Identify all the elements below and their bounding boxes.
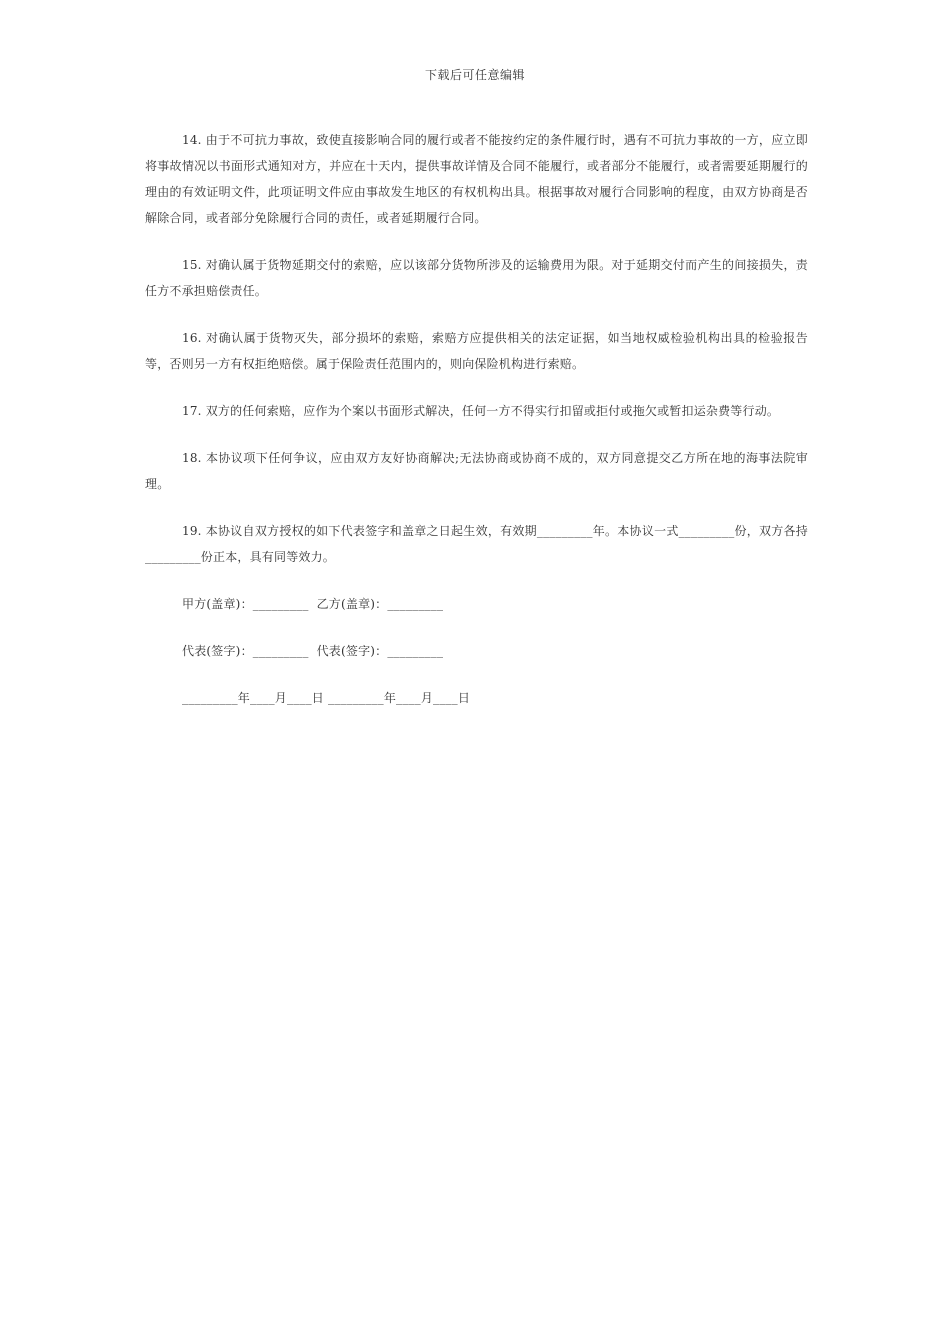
clause-14: 14. 由于不可抗力事故，致使直接影响合同的履行或者不能按约定的条件履行时，遇有不可抗力事故的一方，应立即将事故情况以书面形式通知对方，并应在十天内，提供事故详情及合同不能履行，或者部分不能履行，或者需要延期履行的理由的有效证明文件，此项证明文件应由事故发生地区的有权机构出具。根据事故对履行合同影响的程度，由双方协商是否解除合同，或者部分免除履行合同的责任，或者延期履行合同。	[145, 133, 808, 225]
seal-line: 甲方(盖章)：_________ 乙方(盖章)：_________	[182, 597, 444, 611]
clause-19: 19. 本协议自双方授权的如下代表签字和盖章之日起生效，有效期_________年。本协议一式_________份，双方各持_________份正本，具有同等效力。	[145, 524, 808, 564]
clause-17: 17. 双方的任何索赔，应作为个案以书面形式解决，任何一方不得实行扣留或拒付或拖欠或暂扣运杂费等行动。	[182, 404, 780, 418]
document-body	[145, 127, 808, 711]
clause-15: 15. 对确认属于货物延期交付的索赔，应以该部分货物所涉及的运输费用为限。对于延期交付而产生的间接损失，责任方不承担赔偿责任。	[145, 258, 808, 298]
representative-line: 代表(签字)：_________ 代表(签字)：_________	[182, 644, 444, 658]
clause-16: 16. 对确认属于货物灭失，部分损坏的索赔，索赔方应提供相关的法定证据，如当地权威检验机构出具的检验报告等，否则另一方有权拒绝赔偿。属于保险责任范围内的，则向保险机构进行索赔。	[145, 331, 808, 371]
page-header: 下载后可任意编辑	[424, 68, 525, 82]
date-line: _________年____月____日 _________年____月____日	[182, 691, 471, 705]
clause-18: 18. 本协议项下任何争议，应由双方友好协商解决;无法协商或协商不成的，双方同意提交乙方所在地的海事法院审理。	[145, 451, 808, 491]
